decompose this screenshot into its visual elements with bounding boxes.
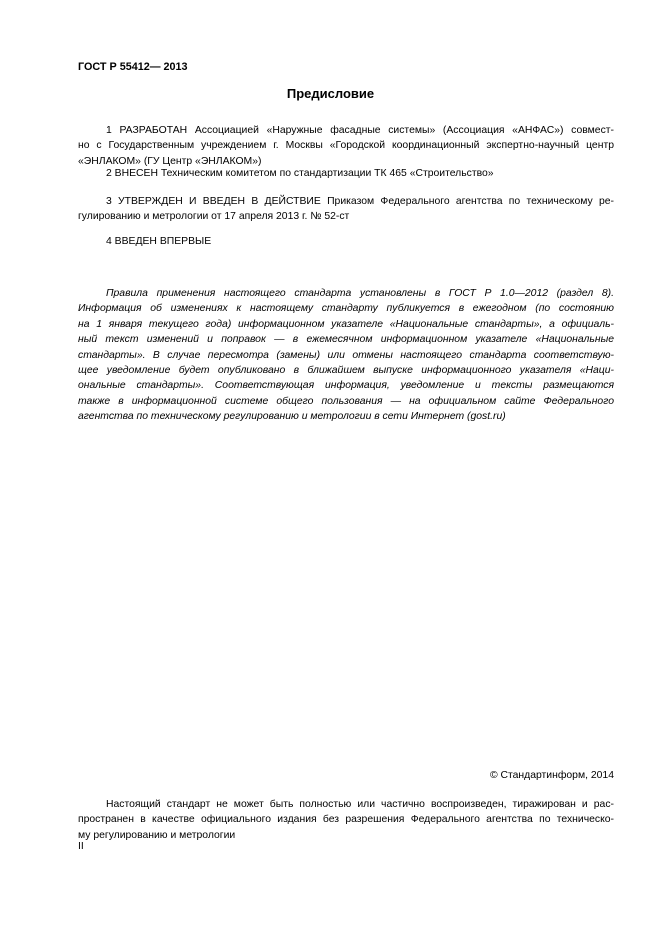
foreword-item-3 — [78, 194, 614, 225]
reproduction-line-3: му регулированию и метрологии — [78, 829, 236, 841]
foreword-item-4 — [78, 234, 614, 249]
foreword-item-3-line-2: гулированию и метрологии от 17 апреля 2013 г. № 52-ст — [78, 211, 350, 223]
foreword-item-2-line-1: 2 ВНЕСЕН Техническим комитетом по стандартизации ТК 465 «Строительство» — [106, 168, 494, 179]
standard-code: ГОСТ Р 55412— 2013 — [78, 61, 188, 73]
notice-line-8: также в информационной системе общего пользования — на официальном сайте Федерального — [78, 395, 614, 407]
foreword-item-1-line-2: но с Государственным учреждением г. Москвы «Городской координационный экспертно-научный центр — [78, 140, 614, 152]
section-title: Предисловие — [286, 86, 375, 101]
notice-line-7: ональные стандарты». Соответствующая информация, уведомление и тексты размещаются — [78, 380, 614, 392]
notice-line-5: стандарты». В случае пересмотра (замены) или отмены настоящего стандарта соответствую- — [78, 349, 614, 361]
notice-line-2: Информация об изменениях к настоящему стандарту публикуется в ежегодном (по состоянию — [78, 303, 614, 315]
foreword-item-1-line-1: 1 РАЗРАБОТАН Ассоциацией «Наружные фасадные системы» (Ассоциация «АНФАС») совмест- — [106, 125, 614, 136]
notice-line-9: агентства по техническому регулированию и метрологии в сети Интернет (gost.ru) — [78, 411, 506, 423]
foreword-item-2 — [78, 166, 614, 181]
application-rules-notice — [78, 286, 614, 425]
foreword-item-1-line-3: «ЭНЛАКОМ» (ГУ Центр «ЭНЛАКОМ») — [78, 155, 262, 167]
page-number: II — [78, 841, 84, 852]
copyright-notice: © Стандартинформ, 2014 — [489, 770, 614, 781]
notice-line-3: на 1 января текущего года) информационном указателе «Национальные стандарты», а официаль- — [78, 318, 614, 330]
reproduction-notice — [78, 797, 614, 843]
reproduction-line-1: Настоящий стандарт не может быть полностью или частично воспроизведен, тиражирован и рас- — [106, 799, 614, 810]
foreword-item-1 — [78, 123, 614, 169]
foreword-item-4-line-1: 4 ВВЕДЕН ВПЕРВЫЕ — [106, 236, 212, 247]
reproduction-line-2: пространен в качестве официального издания без разрешения Федерального агентства по техническо- — [78, 814, 614, 826]
notice-line-4: ный текст изменений и поправок — в ежемесячном информационном указателе «Национальные — [78, 334, 614, 346]
foreword-item-3-line-1: 3 УТВЕРЖДЕН И ВВЕДЕН В ДЕЙСТВИЕ Приказом Федерального агентства по техническому ре- — [106, 196, 614, 207]
notice-line-1: Правила применения настоящего стандарта установлены в ГОСТ Р 1.0—2012 (раздел 8). — [106, 288, 614, 299]
notice-line-6: щее уведомление будет опубликовано в ближайшем выпуске информационного указателя «Наци- — [78, 365, 614, 377]
